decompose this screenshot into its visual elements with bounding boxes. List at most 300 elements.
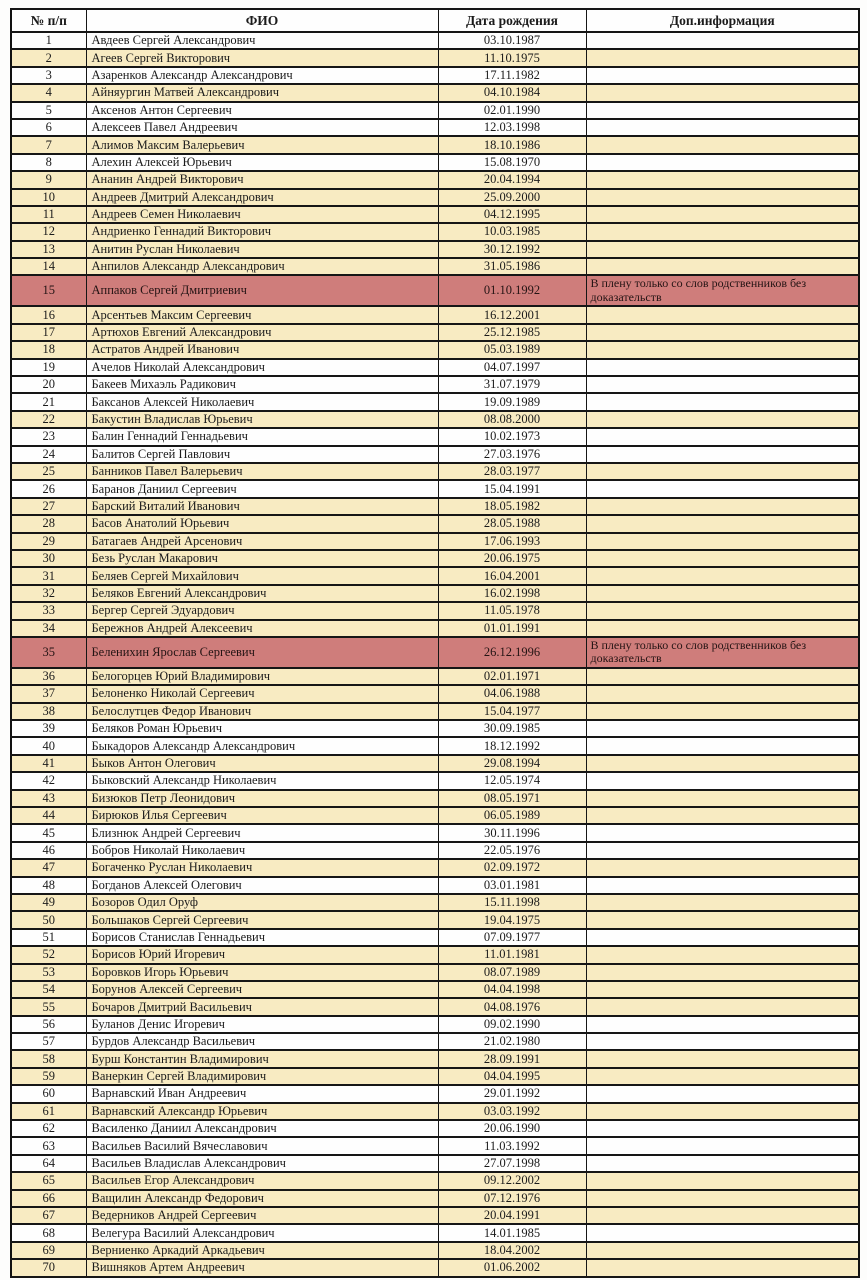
dob-cell: 19.04.1975 [438, 911, 586, 928]
name-cell: Василенко Даниил Александрович [86, 1120, 438, 1137]
num-cell: 8 [11, 154, 86, 171]
table-row [11, 1033, 859, 1050]
num-cell: 20 [11, 376, 86, 393]
info-cell [586, 737, 859, 754]
table-row [11, 1137, 859, 1154]
info-cell [586, 102, 859, 119]
num-cell: 55 [11, 998, 86, 1015]
table-row [11, 84, 859, 101]
info-cell [586, 1033, 859, 1050]
dob-cell: 12.03.1998 [438, 119, 586, 136]
name-cell: Варнавский Александр Юрьевич [86, 1103, 438, 1120]
info-cell [586, 877, 859, 894]
num-cell: 26 [11, 480, 86, 497]
num-cell: 24 [11, 446, 86, 463]
num-cell: 1 [11, 32, 86, 49]
name-cell: Богаченко Руслан Николаевич [86, 859, 438, 876]
num-cell: 34 [11, 620, 86, 637]
table-row [11, 1259, 859, 1276]
num-cell: 6 [11, 119, 86, 136]
num-cell: 31 [11, 567, 86, 584]
info-cell [586, 772, 859, 789]
info-cell [586, 1207, 859, 1224]
dob-cell: 30.09.1985 [438, 720, 586, 737]
info-cell [586, 1016, 859, 1033]
info-cell [586, 1190, 859, 1207]
header-number: № п/п [11, 9, 86, 32]
name-cell: Васильев Василий Вячеславович [86, 1137, 438, 1154]
dob-cell: 09.12.2002 [438, 1172, 586, 1189]
info-cell [586, 428, 859, 445]
num-cell: 42 [11, 772, 86, 789]
info-cell [586, 1242, 859, 1259]
table-row [11, 359, 859, 376]
num-cell: 37 [11, 685, 86, 702]
name-cell: Верниенко Аркадий Аркадьевич [86, 1242, 438, 1259]
num-cell: 60 [11, 1085, 86, 1102]
table-row [11, 533, 859, 550]
info-cell [586, 585, 859, 602]
info-cell [586, 981, 859, 998]
dob-cell: 19.09.1989 [438, 393, 586, 410]
name-cell: Бакустин Владислав Юрьевич [86, 411, 438, 428]
name-cell: Белоненко Николай Сергеевич [86, 685, 438, 702]
num-cell: 43 [11, 790, 86, 807]
table-row [11, 1207, 859, 1224]
name-cell: Андреев Семен Николаевич [86, 206, 438, 223]
info-cell: В плену только со слов родственников без доказательств [586, 637, 859, 668]
info-cell [586, 393, 859, 410]
num-cell: 28 [11, 515, 86, 532]
table-row [11, 567, 859, 584]
table-row [11, 241, 859, 258]
table-row [11, 842, 859, 859]
dob-cell: 14.01.1985 [438, 1224, 586, 1241]
dob-cell: 09.02.1990 [438, 1016, 586, 1033]
name-cell: Беляков Роман Юрьевич [86, 720, 438, 737]
name-cell: Бакеев Михаэль Радикович [86, 376, 438, 393]
table-row [11, 102, 859, 119]
info-cell [586, 463, 859, 480]
name-cell: Ванеркин Сергей Владимирович [86, 1068, 438, 1085]
name-cell: Большаков Сергей Сергеевич [86, 911, 438, 928]
name-cell: Агеев Сергей Викторович [86, 49, 438, 66]
info-cell [586, 964, 859, 981]
name-cell: Азаренков Александр Александрович [86, 67, 438, 84]
name-cell: Бобров Николай Николаевич [86, 842, 438, 859]
num-cell: 21 [11, 393, 86, 410]
name-cell: Астратов Андрей Иванович [86, 341, 438, 358]
dob-cell: 04.08.1976 [438, 998, 586, 1015]
table-row [11, 929, 859, 946]
dob-cell: 18.10.1986 [438, 136, 586, 153]
info-cell [586, 206, 859, 223]
dob-cell: 11.01.1981 [438, 946, 586, 963]
dob-cell: 05.03.1989 [438, 341, 586, 358]
num-cell: 46 [11, 842, 86, 859]
num-cell: 19 [11, 359, 86, 376]
table-row [11, 755, 859, 772]
prisoner-roster-table [10, 8, 860, 1278]
info-cell [586, 324, 859, 341]
num-cell: 38 [11, 703, 86, 720]
table-row [11, 1068, 859, 1085]
num-cell: 15 [11, 275, 86, 306]
name-cell: Андриенко Геннадий Викторович [86, 223, 438, 240]
num-cell: 65 [11, 1172, 86, 1189]
name-cell: Алексеев Павел Андреевич [86, 119, 438, 136]
num-cell: 10 [11, 189, 86, 206]
dob-cell: 10.03.1985 [438, 223, 586, 240]
info-cell [586, 306, 859, 323]
dob-cell: 15.11.1998 [438, 894, 586, 911]
name-cell: Андреев Дмитрий Александрович [86, 189, 438, 206]
info-cell [586, 703, 859, 720]
name-cell: Баксанов Алексей Николаевич [86, 393, 438, 410]
dob-cell: 29.08.1994 [438, 755, 586, 772]
dob-cell: 04.04.1995 [438, 1068, 586, 1085]
table-row [11, 964, 859, 981]
num-cell: 13 [11, 241, 86, 258]
name-cell: Анпилов Александр Александрович [86, 258, 438, 275]
dob-cell: 20.06.1990 [438, 1120, 586, 1137]
num-cell: 66 [11, 1190, 86, 1207]
num-cell: 2 [11, 49, 86, 66]
name-cell: Аппаков Сергей Дмитриевич [86, 275, 438, 306]
table-row [11, 1172, 859, 1189]
name-cell: Ващилин Александр Федорович [86, 1190, 438, 1207]
table-row [11, 206, 859, 223]
table-row [11, 258, 859, 275]
table-row [11, 171, 859, 188]
table-row [11, 790, 859, 807]
info-cell [586, 1172, 859, 1189]
info-cell [586, 223, 859, 240]
dob-cell: 25.12.1985 [438, 324, 586, 341]
dob-cell: 12.05.1974 [438, 772, 586, 789]
info-cell [586, 341, 859, 358]
name-cell: Беляев Сергей Михайлович [86, 567, 438, 584]
dob-cell: 18.04.2002 [438, 1242, 586, 1259]
info-cell [586, 602, 859, 619]
name-cell: Близнюк Андрей Сергеевич [86, 824, 438, 841]
dob-cell: 01.06.2002 [438, 1259, 586, 1276]
info-cell [586, 1103, 859, 1120]
info-cell [586, 241, 859, 258]
table-row [11, 807, 859, 824]
table-row [11, 946, 859, 963]
num-cell: 62 [11, 1120, 86, 1137]
table-row [11, 223, 859, 240]
info-cell [586, 515, 859, 532]
num-cell: 45 [11, 824, 86, 841]
num-cell: 35 [11, 637, 86, 668]
num-cell: 67 [11, 1207, 86, 1224]
dob-cell: 17.11.1982 [438, 67, 586, 84]
info-cell [586, 668, 859, 685]
name-cell: Анитин Руслан Николаевич [86, 241, 438, 258]
table-row [11, 1016, 859, 1033]
info-cell [586, 84, 859, 101]
table-row [11, 306, 859, 323]
table-row [11, 602, 859, 619]
name-cell: Баранов Даниил Сергеевич [86, 480, 438, 497]
num-cell: 4 [11, 84, 86, 101]
name-cell: Артюхов Евгений Александрович [86, 324, 438, 341]
info-cell [586, 859, 859, 876]
num-cell: 25 [11, 463, 86, 480]
dob-cell: 20.04.1994 [438, 171, 586, 188]
dob-cell: 25.09.2000 [438, 189, 586, 206]
num-cell: 12 [11, 223, 86, 240]
table-header [11, 9, 859, 32]
table-row [11, 119, 859, 136]
table-row [11, 998, 859, 1015]
num-cell: 44 [11, 807, 86, 824]
info-cell [586, 894, 859, 911]
dob-cell: 16.02.1998 [438, 585, 586, 602]
table-row [11, 668, 859, 685]
table-row [11, 637, 859, 668]
info-cell [586, 929, 859, 946]
info-cell [586, 189, 859, 206]
info-cell [586, 1050, 859, 1067]
table-row [11, 550, 859, 567]
num-cell: 50 [11, 911, 86, 928]
info-cell [586, 790, 859, 807]
num-cell: 5 [11, 102, 86, 119]
name-cell: Бурдов Александр Васильевич [86, 1033, 438, 1050]
dob-cell: 18.12.1992 [438, 737, 586, 754]
table-row [11, 859, 859, 876]
name-cell: Белослутцев Федор Иванович [86, 703, 438, 720]
info-cell [586, 119, 859, 136]
num-cell: 9 [11, 171, 86, 188]
dob-cell: 29.01.1992 [438, 1085, 586, 1102]
name-cell: Батагаев Андрей Арсенович [86, 533, 438, 550]
dob-cell: 31.07.1979 [438, 376, 586, 393]
name-cell: Вишняков Артем Андреевич [86, 1259, 438, 1276]
table-row [11, 428, 859, 445]
num-cell: 70 [11, 1259, 86, 1276]
name-cell: Аксенов Антон Сергеевич [86, 102, 438, 119]
name-cell: Беляков Евгений Александрович [86, 585, 438, 602]
info-cell [586, 480, 859, 497]
name-cell: Авдеев Сергей Александрович [86, 32, 438, 49]
dob-cell: 21.02.1980 [438, 1033, 586, 1050]
table-row [11, 1242, 859, 1259]
dob-cell: 03.01.1981 [438, 877, 586, 894]
num-cell: 48 [11, 877, 86, 894]
dob-cell: 17.06.1993 [438, 533, 586, 550]
table-row [11, 1155, 859, 1172]
num-cell: 36 [11, 668, 86, 685]
name-cell: Быкадоров Александр Александрович [86, 737, 438, 754]
name-cell: Борунов Алексей Сергеевич [86, 981, 438, 998]
dob-cell: 04.07.1997 [438, 359, 586, 376]
dob-cell: 10.02.1973 [438, 428, 586, 445]
name-cell: Ананин Андрей Викторович [86, 171, 438, 188]
info-cell [586, 824, 859, 841]
info-cell [586, 67, 859, 84]
name-cell: Васильев Егор Александрович [86, 1172, 438, 1189]
num-cell: 64 [11, 1155, 86, 1172]
num-cell: 57 [11, 1033, 86, 1050]
name-cell: Бергер Сергей Эдуардович [86, 602, 438, 619]
num-cell: 11 [11, 206, 86, 223]
table-row [11, 772, 859, 789]
dob-cell: 04.10.1984 [438, 84, 586, 101]
name-cell: Беленихин Ярослав Сергеевич [86, 637, 438, 668]
info-cell [586, 1137, 859, 1154]
name-cell: Бурш Константин Владимирович [86, 1050, 438, 1067]
info-cell [586, 567, 859, 584]
num-cell: 41 [11, 755, 86, 772]
name-cell: Богданов Алексей Олегович [86, 877, 438, 894]
table-row [11, 67, 859, 84]
info-cell [586, 720, 859, 737]
header-name: ФИО [86, 9, 438, 32]
num-cell: 27 [11, 498, 86, 515]
num-cell: 17 [11, 324, 86, 341]
name-cell: Айняургин Матвей Александрович [86, 84, 438, 101]
header-dob: Дата рождения [438, 9, 586, 32]
name-cell: Бережнов Андрей Алексеевич [86, 620, 438, 637]
dob-cell: 20.06.1975 [438, 550, 586, 567]
name-cell: Варнавский Иван Андреевич [86, 1085, 438, 1102]
dob-cell: 02.09.1972 [438, 859, 586, 876]
table-row [11, 446, 859, 463]
table-row [11, 620, 859, 637]
dob-cell: 15.08.1970 [438, 154, 586, 171]
num-cell: 54 [11, 981, 86, 998]
dob-cell: 03.10.1987 [438, 32, 586, 49]
dob-cell: 30.12.1992 [438, 241, 586, 258]
name-cell: Буланов Денис Игоревич [86, 1016, 438, 1033]
dob-cell: 08.07.1989 [438, 964, 586, 981]
dob-cell: 04.06.1988 [438, 685, 586, 702]
dob-cell: 27.03.1976 [438, 446, 586, 463]
name-cell: Бочаров Дмитрий Васильевич [86, 998, 438, 1015]
num-cell: 40 [11, 737, 86, 754]
table-row [11, 1190, 859, 1207]
name-cell: Васильев Владислав Александрович [86, 1155, 438, 1172]
num-cell: 68 [11, 1224, 86, 1241]
table-row [11, 515, 859, 532]
info-cell [586, 533, 859, 550]
info-cell [586, 32, 859, 49]
name-cell: Боровков Игорь Юрьевич [86, 964, 438, 981]
info-cell [586, 498, 859, 515]
info-cell [586, 620, 859, 637]
table-row [11, 393, 859, 410]
dob-cell: 02.01.1971 [438, 668, 586, 685]
name-cell: Барский Виталий Иванович [86, 498, 438, 515]
dob-cell: 11.10.1975 [438, 49, 586, 66]
info-cell [586, 1068, 859, 1085]
dob-cell: 01.01.1991 [438, 620, 586, 637]
num-cell: 32 [11, 585, 86, 602]
name-cell: Бозоров Одил Оруф [86, 894, 438, 911]
name-cell: Алимов Максим Валерьевич [86, 136, 438, 153]
table-row [11, 324, 859, 341]
name-cell: Белогорцев Юрий Владимирович [86, 668, 438, 685]
table-row [11, 911, 859, 928]
info-cell [586, 946, 859, 963]
name-cell: Безь Руслан Макарович [86, 550, 438, 567]
dob-cell: 26.12.1996 [438, 637, 586, 668]
name-cell: Балитов Сергей Павлович [86, 446, 438, 463]
dob-cell: 27.07.1998 [438, 1155, 586, 1172]
dob-cell: 28.05.1988 [438, 515, 586, 532]
table-row [11, 720, 859, 737]
dob-cell: 15.04.1977 [438, 703, 586, 720]
num-cell: 52 [11, 946, 86, 963]
num-cell: 53 [11, 964, 86, 981]
num-cell: 58 [11, 1050, 86, 1067]
info-cell [586, 550, 859, 567]
dob-cell: 22.05.1976 [438, 842, 586, 859]
info-cell [586, 359, 859, 376]
dob-cell: 02.01.1990 [438, 102, 586, 119]
num-cell: 59 [11, 1068, 86, 1085]
table-row [11, 877, 859, 894]
info-cell [586, 998, 859, 1015]
name-cell: Бизюков Петр Леонидович [86, 790, 438, 807]
info-cell [586, 911, 859, 928]
name-cell: Ведерников Андрей Сергеевич [86, 1207, 438, 1224]
table-row [11, 1085, 859, 1102]
info-cell [586, 1259, 859, 1276]
dob-cell: 20.04.1991 [438, 1207, 586, 1224]
num-cell: 56 [11, 1016, 86, 1033]
info-cell [586, 258, 859, 275]
info-cell [586, 1085, 859, 1102]
table-row [11, 737, 859, 754]
dob-cell: 07.09.1977 [438, 929, 586, 946]
table-row [11, 894, 859, 911]
table-row [11, 136, 859, 153]
dob-cell: 31.05.1986 [438, 258, 586, 275]
name-cell: Ачелов Николай Александрович [86, 359, 438, 376]
num-cell: 61 [11, 1103, 86, 1120]
dob-cell: 08.05.1971 [438, 790, 586, 807]
name-cell: Алехин Алексей Юрьевич [86, 154, 438, 171]
info-cell [586, 842, 859, 859]
name-cell: Быковский Александр Николаевич [86, 772, 438, 789]
dob-cell: 04.12.1995 [438, 206, 586, 223]
dob-cell: 30.11.1996 [438, 824, 586, 841]
num-cell: 22 [11, 411, 86, 428]
num-cell: 23 [11, 428, 86, 445]
table-row [11, 585, 859, 602]
dob-cell: 01.10.1992 [438, 275, 586, 306]
table-row [11, 341, 859, 358]
table-row [11, 824, 859, 841]
num-cell: 14 [11, 258, 86, 275]
info-cell [586, 1120, 859, 1137]
info-cell [586, 49, 859, 66]
dob-cell: 15.04.1991 [438, 480, 586, 497]
dob-cell: 28.09.1991 [438, 1050, 586, 1067]
table-row [11, 703, 859, 720]
dob-cell: 11.05.1978 [438, 602, 586, 619]
info-cell [586, 376, 859, 393]
num-cell: 30 [11, 550, 86, 567]
num-cell: 47 [11, 859, 86, 876]
dob-cell: 11.03.1992 [438, 1137, 586, 1154]
info-cell: В плену только со слов родственников без доказательств [586, 275, 859, 306]
